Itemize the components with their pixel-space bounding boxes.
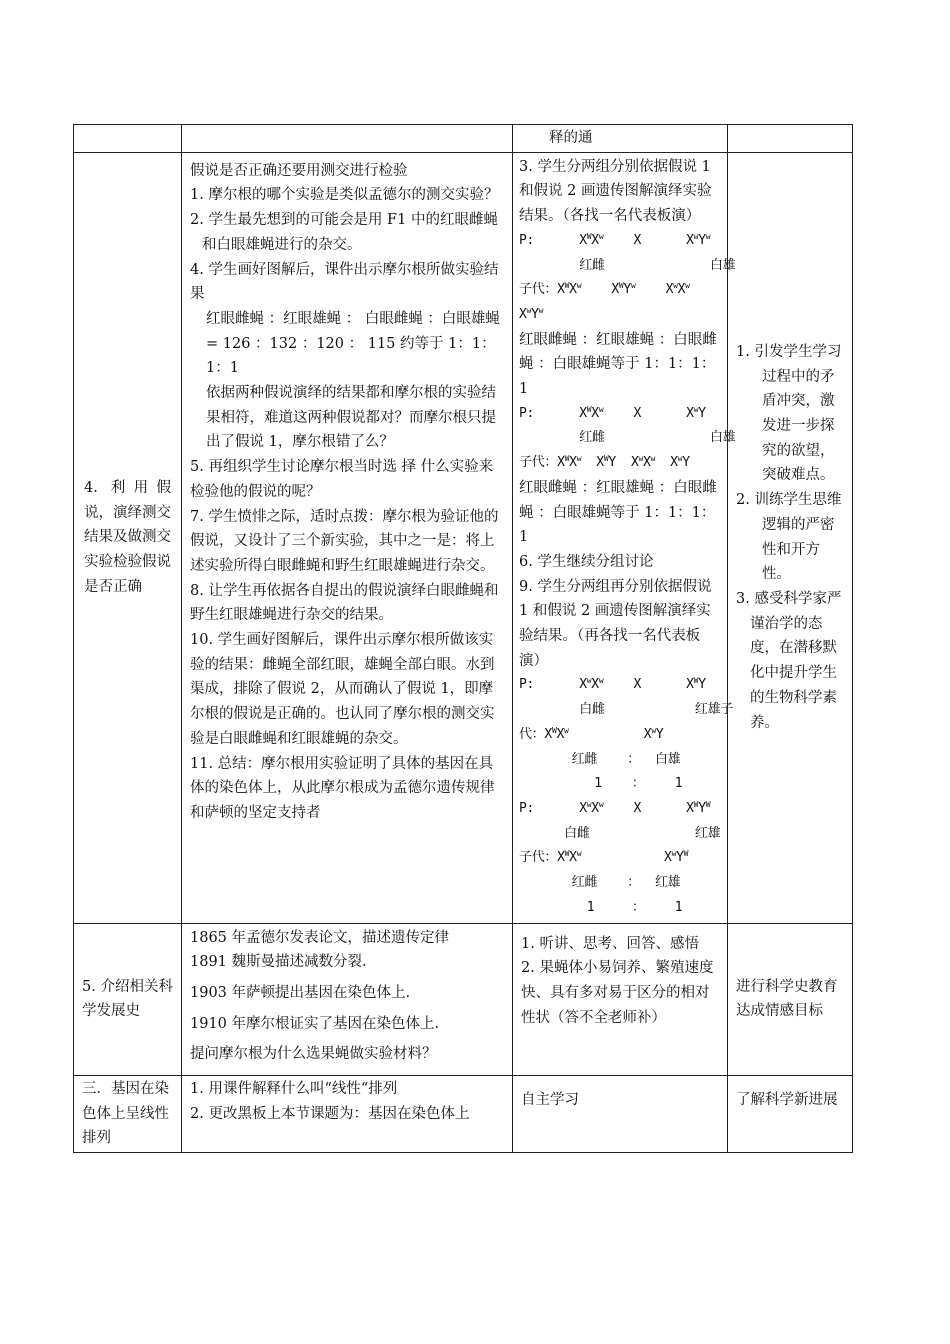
teacher-line: 4. 学生画好图解后，课件出示摩尔根所做实验结果 <box>190 261 499 303</box>
genetic-offspring: 代：$X^WX^w$ $X^wY$ <box>519 725 664 742</box>
student-line: 3. 学生分两组分别依据假说 1 和假说 2 画遗传图解演绎实验结果。（各找一名代表板演） <box>519 158 712 225</box>
goal-line: 进行科学史教育达成情感目标 <box>736 978 838 1020</box>
student-activity-cell <box>513 923 728 1076</box>
cell <box>513 125 728 153</box>
student-activity-cell <box>513 1076 728 1153</box>
teacher-activity-cell <box>182 152 513 923</box>
genetic-cross-label: 白雌 红雄子 <box>519 702 734 718</box>
table-row <box>74 152 853 923</box>
teacher-line: 依据两种假说演绎的结果都和摩尔根的实验结果相符，难道这两种假说都对？而摩尔根只提出了假说 1，摩尔根错了么？ <box>206 385 496 451</box>
teacher-activity-cell <box>182 1076 513 1153</box>
student-line: 2. 果蝇体小易饲养、繁殖速度快、具有多对易于区分的相对性状（答不全老师补） <box>521 960 714 1026</box>
goal-line: 1. 引发学生学习过程中的矛盾冲突，激发进一步探究的欲望，突破难点。 <box>736 343 842 484</box>
genetic-offspring: $X^wY^w$ <box>519 305 544 322</box>
table-row <box>74 923 853 1076</box>
teacher-line: 1865 年孟德尔发表论文，描述遗传定律 <box>190 929 450 946</box>
student-line: 自主学习 <box>521 1092 579 1109</box>
teacher-line: 2. 更改黑板上本节课题为：基因在染色体上 <box>190 1105 470 1122</box>
genetic-offspring-label: 红雌 ： 红雄 <box>519 875 681 891</box>
teacher-line: 1910 年摩尔根证实了基因在染色体上. <box>190 1015 440 1032</box>
student-line: 6. 学生继续分组讨论 <box>519 553 654 570</box>
teacher-activity-cell <box>182 923 513 1076</box>
teacher-line: 1903 年萨顿提出基因在染色体上. <box>190 984 411 1001</box>
cell <box>182 125 513 153</box>
teacher-line: 假说是否正确还要用测交进行检验 <box>190 162 408 179</box>
student-line: 9. 学生分两组再分别依据假说 1 和假说 2 画遗传图解演绎实验结果。（再各找一名代表板演） <box>519 578 712 669</box>
teacher-line: 11. 总结：摩尔根用实验证明了具体的基因在具体的染色体上，从此摩尔根成为孟德尔遗传规律和萨顿的坚定支持者 <box>190 755 495 821</box>
teacher-line: 5. 再组织学生讨论摩尔根当时选 择 什么实验来检验他的假说的呢？ <box>190 459 494 500</box>
student-line: 红眼雌蝇 ：红眼雄蝇 ：白眼雌蝇 ：白眼雄蝇等于 1：1：1：1 <box>519 479 717 546</box>
teacher-line: 2. 学生最先想到的可能会是用 F1 中的红眼雌蝇和白眼雄蝇进行的杂交。 <box>190 212 498 253</box>
teacher-line: 1891 魏斯曼描述减数分裂. <box>190 954 367 971</box>
teacher-line: 8. 让学生再依据各自提出的假说演绎白眼雌蝇和野生红眼雄蝇进行杂交的结果。 <box>190 582 499 624</box>
cell <box>728 125 853 153</box>
goal-line: 了解科学新进展 <box>736 1092 838 1109</box>
teacher-line: 1. 用课件解释什么叫“线性“排列 <box>190 1081 398 1098</box>
teacher-line: 7. 学生愤悱之际，适时点拨：摩尔根为验证他的假说，又设计了三个新实验，其中之一是：将上述实验所得白眼雌蝇和野生红眼雄蝇进行杂交。 <box>190 508 499 574</box>
genetic-cross-label: 红雌 白雄 <box>519 257 736 273</box>
step-title: 4. 利用假说，演绎测交结果及做测交实验检验假说是否正确 <box>84 479 171 595</box>
goal-line: 2. 训练学生思维逻辑的严密性和开方性。 <box>736 492 842 583</box>
goal-line: 3. 感受科学家严谨治学的态度，在潜移默化中提升学生的生物科学素养。 <box>736 591 842 731</box>
step-title-cell <box>74 923 182 1076</box>
genetic-ratio: 1 ： 1 <box>519 776 683 792</box>
goal-cell <box>728 152 853 923</box>
genetic-offspring: 子代：$X^WX^w$ $X^WY^w$ $X^wX^w$ <box>519 281 690 298</box>
student-activity-cell <box>513 152 736 923</box>
genetic-cross: P: $X^WX^w$ X $X^wY^w$ <box>519 231 711 248</box>
student-line: 1. 听讲、思考、回答、感悟 <box>521 935 699 952</box>
goal-cell <box>728 923 853 1076</box>
genetic-offspring: 子代：$X^WX^w$ $X^wY^W$ <box>519 849 689 866</box>
cell <box>74 125 182 153</box>
goal-cell <box>728 1076 853 1153</box>
genetic-cross: P: $X^WX^w$ X $X^wY$ <box>519 404 706 421</box>
continued-text: 释的通 <box>549 130 593 146</box>
lesson-plan-table <box>73 124 853 1153</box>
teacher-line: 提问摩尔根为什么选果蝇做实验材料？ <box>190 1046 437 1063</box>
table-row <box>74 125 853 153</box>
table-row <box>74 1076 853 1153</box>
genetic-cross: P: $X^wX^w$ X $X^WY$ <box>519 676 706 693</box>
genetic-offspring: 子代：$X^WX^w$ $X^WY$ $X^wX^w$ $X^wY$ <box>519 454 690 471</box>
genetic-cross-label: 白雌 红雄 <box>519 825 721 841</box>
step-title-cell <box>74 152 182 923</box>
step-title-cell <box>74 1076 182 1153</box>
genetic-cross: P: $X^wX^w$ X $X^WY^W$ <box>519 799 711 816</box>
genetic-ratio: 1 ： 1 <box>519 899 683 915</box>
step-title: 5. 介绍相关科学发展史 <box>82 978 173 1020</box>
teacher-line: 1. 摩尔根的哪个实验是类似孟德尔的测交实验？ <box>190 187 499 204</box>
step-title: 三．基因在染色体上呈线性排列 <box>82 1081 169 1147</box>
student-line: 红眼雌蝇 ：红眼雄蝇 ：白眼雌蝇 ：白眼雄蝇等于 1：1：1：1 <box>519 331 717 398</box>
teacher-line: 红眼雌蝇 ：红眼雄蝇 ： 白眼雌蝇 ：白眼雄蝇= 126 ：132 ：120 ： 115 约等于 1：1：1：1 <box>206 310 500 377</box>
genetic-cross-label: 红雌 白雄 <box>519 430 736 446</box>
teacher-line: 10. 学生画好图解后，课件出示摩尔根所做该实验的结果：雌蝇全部红眼，雄蝇全部白眼。水到渠成，排除了假说 2，从而确认了假说 1，即摩尔根的假说是正确的。也认同了摩尔根的测交实验是白眼雌蝇和红眼雄蝇的杂交。 <box>190 632 495 747</box>
genetic-offspring-label: 红雌 ： 白雄 <box>519 751 681 767</box>
